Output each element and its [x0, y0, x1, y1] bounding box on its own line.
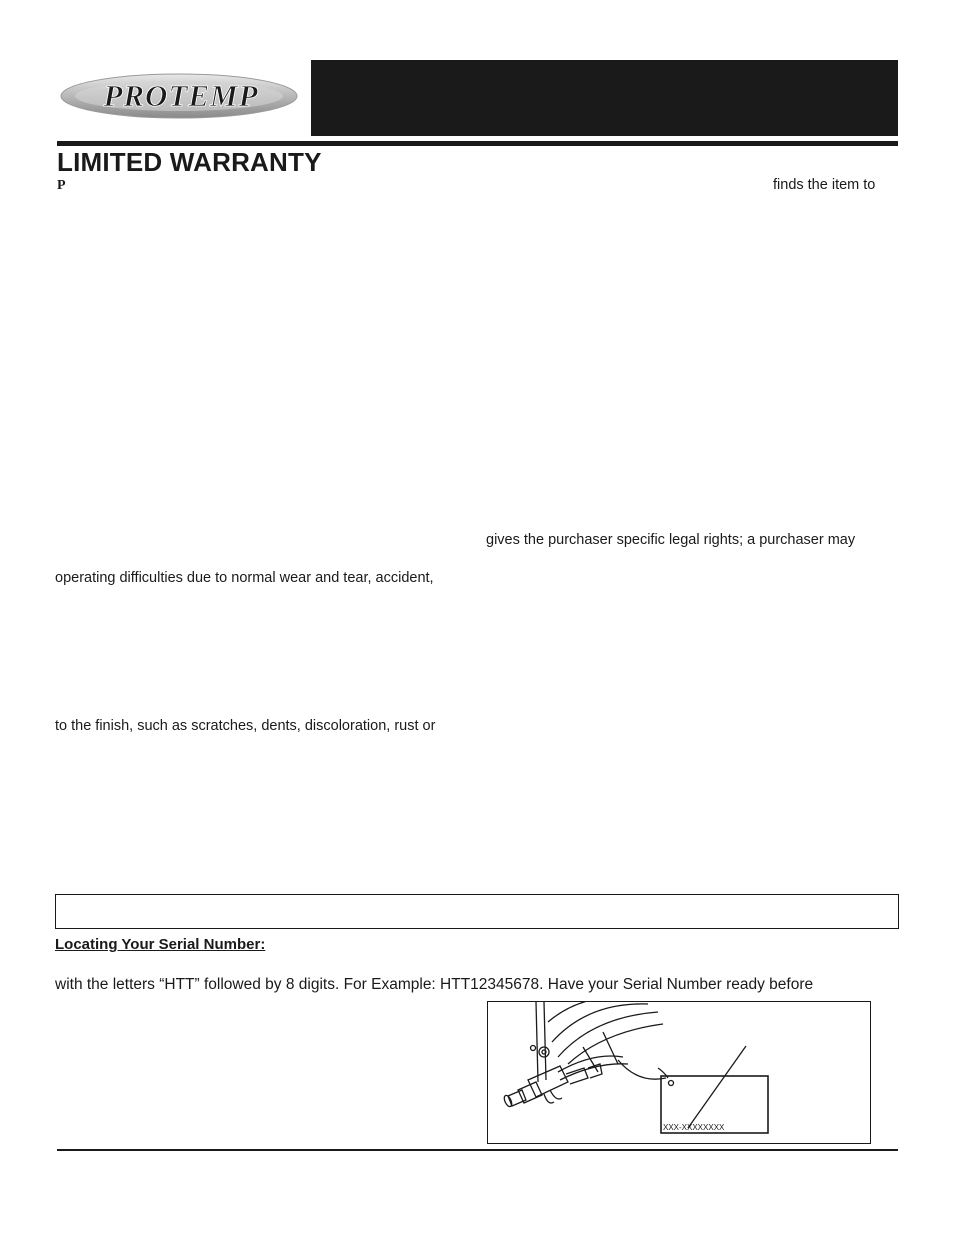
warranty-line-left-2: to the finish, such as scratches, dents, discoloration, rust or [55, 718, 436, 734]
serial-location-figure [487, 1001, 871, 1144]
notice-box [55, 894, 899, 929]
serial-label-placeholder: XXX-XXXXXXXX [663, 1123, 725, 1132]
warranty-line-top-right: finds the item to [773, 177, 876, 193]
footer-divider [57, 1149, 898, 1151]
logo-wordmark: PROTEMP [103, 78, 259, 113]
protemp-logo-graphic [57, 64, 309, 124]
warranty-initial: P [57, 178, 66, 193]
heater-illustration [488, 1002, 871, 1144]
header-bar [311, 60, 898, 136]
brand-logo [57, 64, 309, 124]
warranty-line-mid-right: gives the purchaser specific legal rights; a purchaser may [486, 532, 856, 548]
serial-heading: Locating Your Serial Number: [55, 936, 266, 953]
header-divider [57, 141, 898, 146]
page-title: LIMITED WARRANTY [57, 147, 322, 177]
serial-description: with the letters “HTT” followed by 8 digits. For Example: HTT12345678. Have your Serial Number ready before [55, 976, 814, 993]
warranty-line-left-1: operating difficulties due to normal wear and tear, accident, [55, 570, 434, 586]
